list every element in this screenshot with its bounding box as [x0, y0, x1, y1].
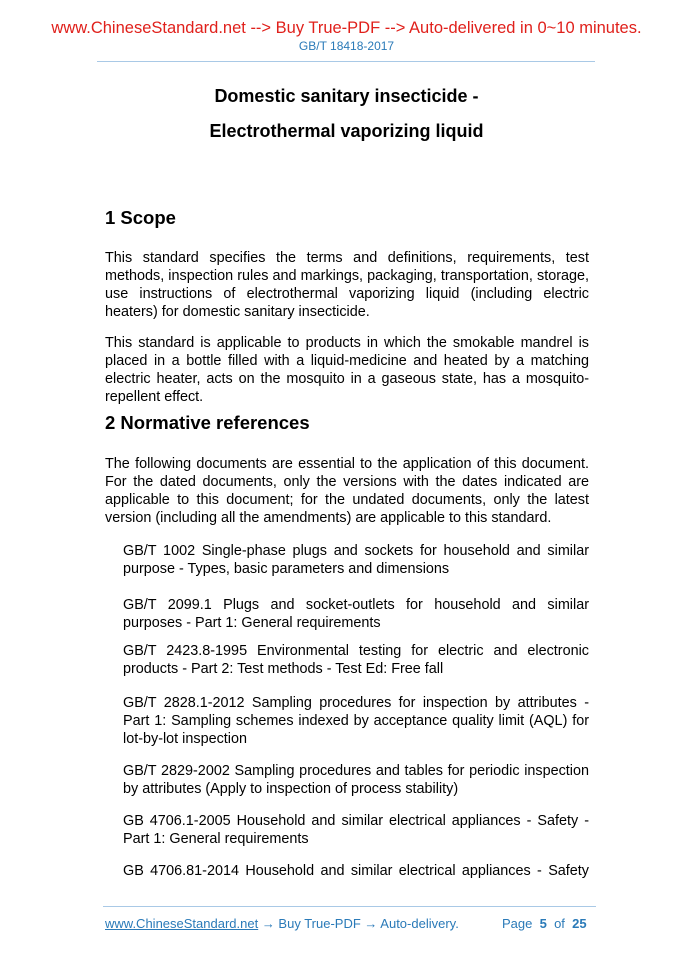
section-heading-normative-references: 2 Normative references	[105, 412, 310, 433]
reference-item: GB 4706.1-2005 Household and similar electrical appliances - Safety - Part 1: General requirements	[123, 813, 589, 847]
page-indicator: Page 5 of 25	[502, 916, 587, 931]
footer-link[interactable]: www.ChineseStandard.net	[105, 916, 259, 931]
reference-item: GB 4706.81-2014 Household and similar electrical appliances - Safety	[123, 863, 589, 879]
paragraph: This standard specifies the terms and definitions, requirements, test methods, inspection rules and markings, packaging, transportation, storage, use instructions of electrothermal vaporizing liquid (including electric heaters) for domestic sanitary insecticide.	[105, 250, 589, 320]
paragraph: This standard is applicable to products in which the smokable mandrel is placed in a bottle filled with a liquid-medicine and heated by a matching electric heater, acts on the mosquito in a gaseous state, has a mosquito-repellent effect.	[105, 335, 589, 405]
reference-item: GB/T 2099.1 Plugs and socket-outlets for household and similar purposes - Part 1: General requirements	[123, 597, 589, 631]
section-heading-scope: 1 Scope	[105, 207, 176, 228]
paragraph: The following documents are essential to the application of this document. For the dated documents, only the versions with the dates indicated are applicable to this document; for the undated documents, only the latest version (including all the amendments) are applicable to this standard.	[105, 456, 589, 526]
header-divider	[97, 61, 595, 62]
footer-tagline: → Buy True-PDF → Auto-delivery.	[258, 916, 459, 931]
doc-title-line2: Electrothermal vaporizing liquid	[209, 121, 484, 141]
current-page: 5	[539, 916, 547, 931]
footer-divider	[103, 906, 596, 907]
reference-item: GB/T 2423.8-1995 Environmental testing for electric and electronic products - Part 2: Test methods - Test Ed: Free fall	[123, 643, 589, 677]
reference-item: GB/T 2829-2002 Sampling procedures and tables for periodic inspection by attributes (Apply to inspection of process stability)	[123, 763, 589, 797]
promo-banner: www.ChineseStandard.net --> Buy True-PDF --> Auto-delivered in 0~10 minutes.	[51, 19, 642, 37]
footer-promo	[105, 916, 459, 931]
standard-number: GB/T 18418-2017	[298, 39, 395, 53]
reference-item: GB/T 2828.1-2012 Sampling procedures for inspection by attributes - Part 1: Sampling schemes indexed by acceptance quality limit (AQL) for lot-by-lot inspection	[123, 695, 589, 747]
total-pages: 25	[572, 916, 587, 931]
reference-item: GB/T 1002 Single-phase plugs and sockets for household and similar purpose - Types, basic parameters and dimensions	[123, 543, 589, 577]
doc-title-line1: Domestic sanitary insecticide -	[214, 86, 479, 106]
